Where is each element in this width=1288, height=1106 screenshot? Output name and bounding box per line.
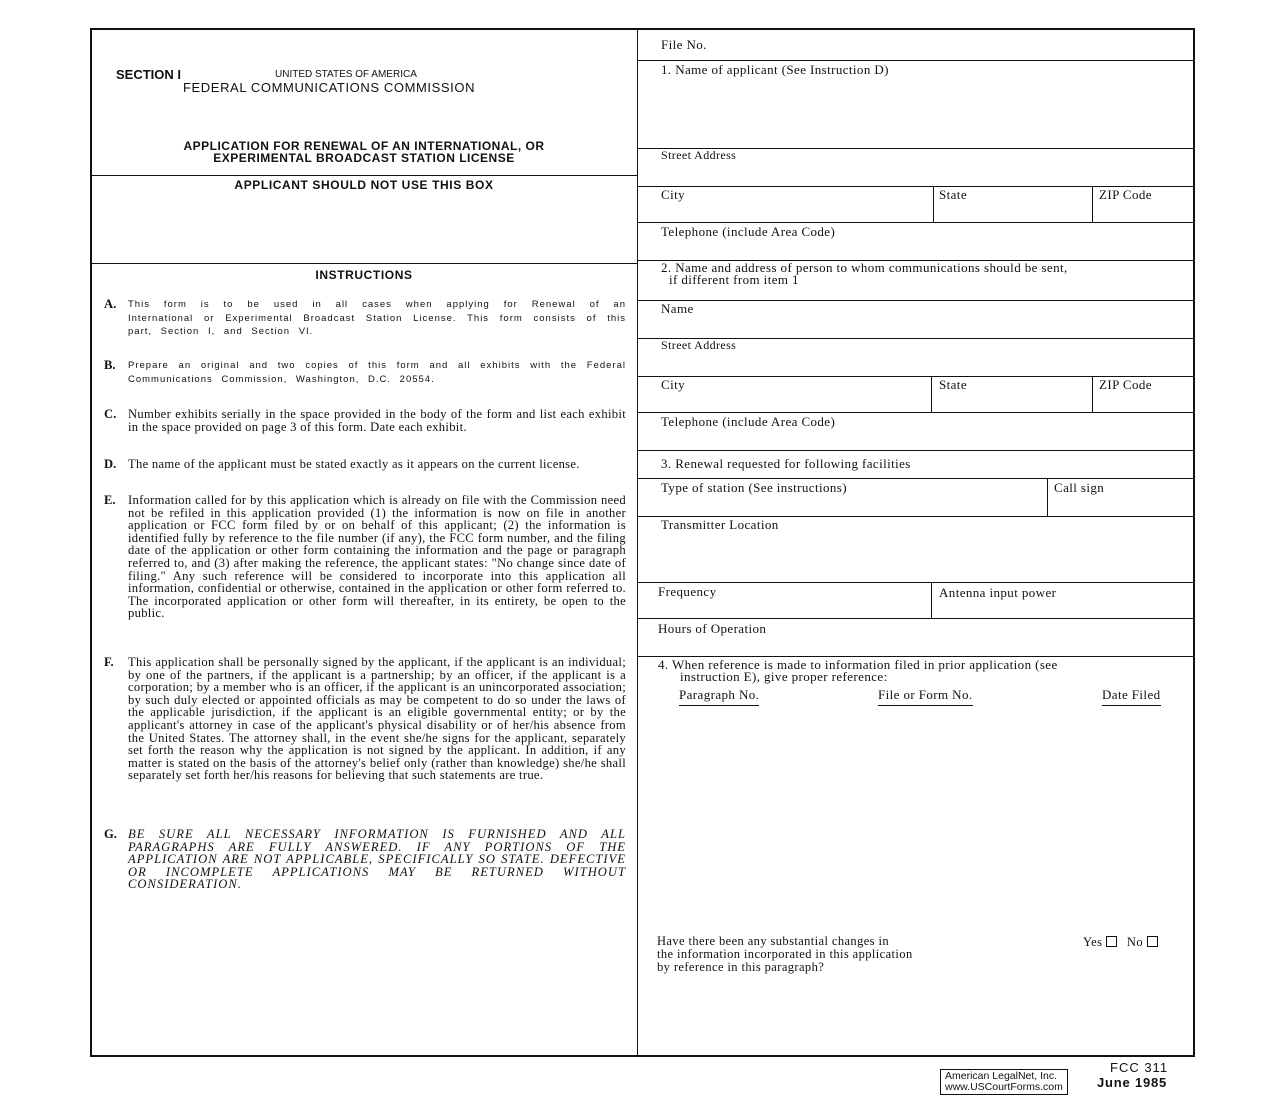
instructions-heading: INSTRUCTIONS <box>315 268 413 282</box>
street-address-field-2[interactable]: Street Address <box>661 338 737 352</box>
instruction-text: BE SURE ALL NECESSARY INFORMATION IS FURNISHED AND ALL PARAGRAPHS ARE FULLY ANSWERED. IF ANY PORTIONS OF THE APPLICATION ARE NOT APPLICABLE, SPECIFICALLY SO STATE. DEFECTIVE OR INCOMPLETE APPLICATIONS MAY BE RETURNED WITHOUT CONSIDERATION. <box>128 827 626 892</box>
form-number: FCC 311 <box>1110 1060 1169 1075</box>
state-field-2[interactable]: State <box>939 377 967 392</box>
telephone-field-1[interactable]: Telephone (include Area Code) <box>661 224 836 239</box>
no-checkbox[interactable] <box>1147 936 1158 947</box>
zip-field-1[interactable]: ZIP Code <box>1099 187 1152 202</box>
yes-label: Yes <box>1083 935 1103 949</box>
city-field-2[interactable]: City <box>661 377 685 392</box>
instruction-letter: B. <box>104 358 116 372</box>
file-form-no-column: File or Form No. <box>878 687 973 706</box>
changes-answer <box>1083 935 1158 950</box>
divider <box>90 175 638 176</box>
item2-label <box>661 262 1068 286</box>
instruction-letter: D. <box>104 457 117 471</box>
publisher-name: American LegalNet, Inc. <box>945 1070 1058 1082</box>
form-title-line: APPLICATION FOR RENEWAL OF AN INTERNATIONAL, OR <box>183 139 545 153</box>
telephone-field-2[interactable]: Telephone (include Area Code) <box>661 414 836 429</box>
station-type-field[interactable]: Type of station (See instructions) <box>661 480 847 495</box>
instruction-e <box>104 494 626 620</box>
name-field-2[interactable]: Name <box>661 301 694 316</box>
instruction-text: Number exhibits serially in the space provided in the body of the form and list each exhibit in the space provided on page 3 of this form. Date each exhibit. <box>128 407 626 434</box>
changes-question-line: the information incorporated in this application <box>657 947 913 961</box>
divider <box>90 263 638 264</box>
antenna-power-field[interactable]: Antenna input power <box>939 585 1057 600</box>
instruction-text: Prepare an original and two copies of this form and all exhibits with the Federal Communications Commission, Washington, D.C. 20554. <box>128 360 626 385</box>
instruction-text: The name of the applicant must be stated exactly as it appears on the current license. <box>128 457 580 471</box>
form-title-line: EXPERIMENTAL BROADCAST STATION LICENSE <box>213 151 515 165</box>
instruction-text: Information called for by this application which is already on file with the Commission need not be refiled in this application provided (1) the information is now on file in another application or FCC form filed by or on behalf of this applicant; (2) the information is identified fully by reference to the file number (if any), the FCC form number, and the filing date of the application or other form containing the information and the page or paragraph referred to, and (3) after making the reference, the applicant states: "No change since date of filing." Any such reference will be considered to incorporate into this application all information, confidential or otherwise, contained in the application or other form referred to. The incorporated application or other form will thereafter, in its entirety, be open to the public. <box>128 493 626 621</box>
office-use-box-label: APPLICANT SHOULD NOT USE THIS BOX <box>234 178 494 192</box>
street-address-field-1[interactable]: Street Address <box>661 148 737 162</box>
file-no-field[interactable]: File No. <box>661 37 707 52</box>
instruction-g <box>104 828 626 891</box>
instruction-d <box>104 458 626 471</box>
agency-label: FEDERAL COMMUNICATIONS COMMISSION <box>183 80 476 95</box>
item2-line: if different from item 1 <box>669 272 799 287</box>
instruction-f <box>104 656 626 782</box>
hours-of-operation-field[interactable]: Hours of Operation <box>658 621 767 636</box>
changes-question-line: Have there been any substantial changes in <box>657 934 889 948</box>
country-label: UNITED STATES OF AMERICA <box>275 69 417 80</box>
no-label: No <box>1126 935 1143 949</box>
instruction-a <box>104 298 626 339</box>
item3-label: 3. Renewal requested for following facilities <box>661 456 911 471</box>
city-field-1[interactable]: City <box>661 187 685 202</box>
instruction-letter: A. <box>104 297 117 311</box>
instruction-c <box>104 408 626 433</box>
item4-label <box>658 659 1058 683</box>
paragraph-no-column: Paragraph No. <box>679 687 759 706</box>
form-date: June 1985 <box>1097 1075 1168 1090</box>
instruction-text: This form is to be used in all cases when applying for Renewal of an International or Experimental Broadcast Station License. This form consists of this part, Section I, and Section VI. <box>128 299 626 337</box>
instruction-letter: F. <box>104 655 114 669</box>
yes-checkbox[interactable] <box>1106 936 1117 947</box>
item2-line: 2. Name and address of person to whom communications should be sent, <box>661 260 1068 275</box>
instruction-letter: G. <box>104 827 117 841</box>
publisher-url: www.USCourtForms.com <box>945 1081 1063 1093</box>
instruction-letter: E. <box>104 493 116 507</box>
instruction-text: This application shall be personally signed by the applicant, if the applicant is an individual; by one of the partners, if the applicant is a partnership; by an officer, if the applicant is a corporation; by a member who is an officer, if the applicant is an unincorporated association; by such duly elected or appointed officials as may be competent to do so under the laws of the applicable jurisdiction, if the applicant is an eligible governmental entity; or by the applicant's attorney in case of the applicant's physical disability or of her/his absence from the United States. The attorney shall, in the event she/he signs for the applicant, separately set forth the reason why the application is not signed by the applicant. In addition, if any matter is stated on the basis of the attorney's belief only (rather than knowledge) she/he shall separately set forth her/his reasons for believing that such statements are true. <box>128 655 626 783</box>
date-filed-column: Date Filed <box>1102 687 1161 706</box>
item4-line: 4. When reference is made to information filed in prior application (see <box>658 657 1058 672</box>
publisher-stamp <box>940 1069 1068 1095</box>
applicant-name-field[interactable]: 1. Name of applicant (See Instruction D) <box>661 62 889 77</box>
frequency-field[interactable]: Frequency <box>658 584 717 599</box>
instruction-letter: C. <box>104 407 117 421</box>
changes-question <box>657 935 913 974</box>
state-field-1[interactable]: State <box>939 187 967 202</box>
instruction-b <box>104 359 626 386</box>
transmitter-location-field[interactable]: Transmitter Location <box>661 517 779 532</box>
section-label: SECTION I <box>116 67 182 82</box>
changes-question-line: by reference in this paragraph? <box>657 960 825 974</box>
call-sign-field[interactable]: Call sign <box>1054 480 1105 495</box>
form-title <box>90 140 638 164</box>
item4-line: instruction E), give proper reference: <box>680 669 888 684</box>
zip-field-2[interactable]: ZIP Code <box>1099 377 1152 392</box>
